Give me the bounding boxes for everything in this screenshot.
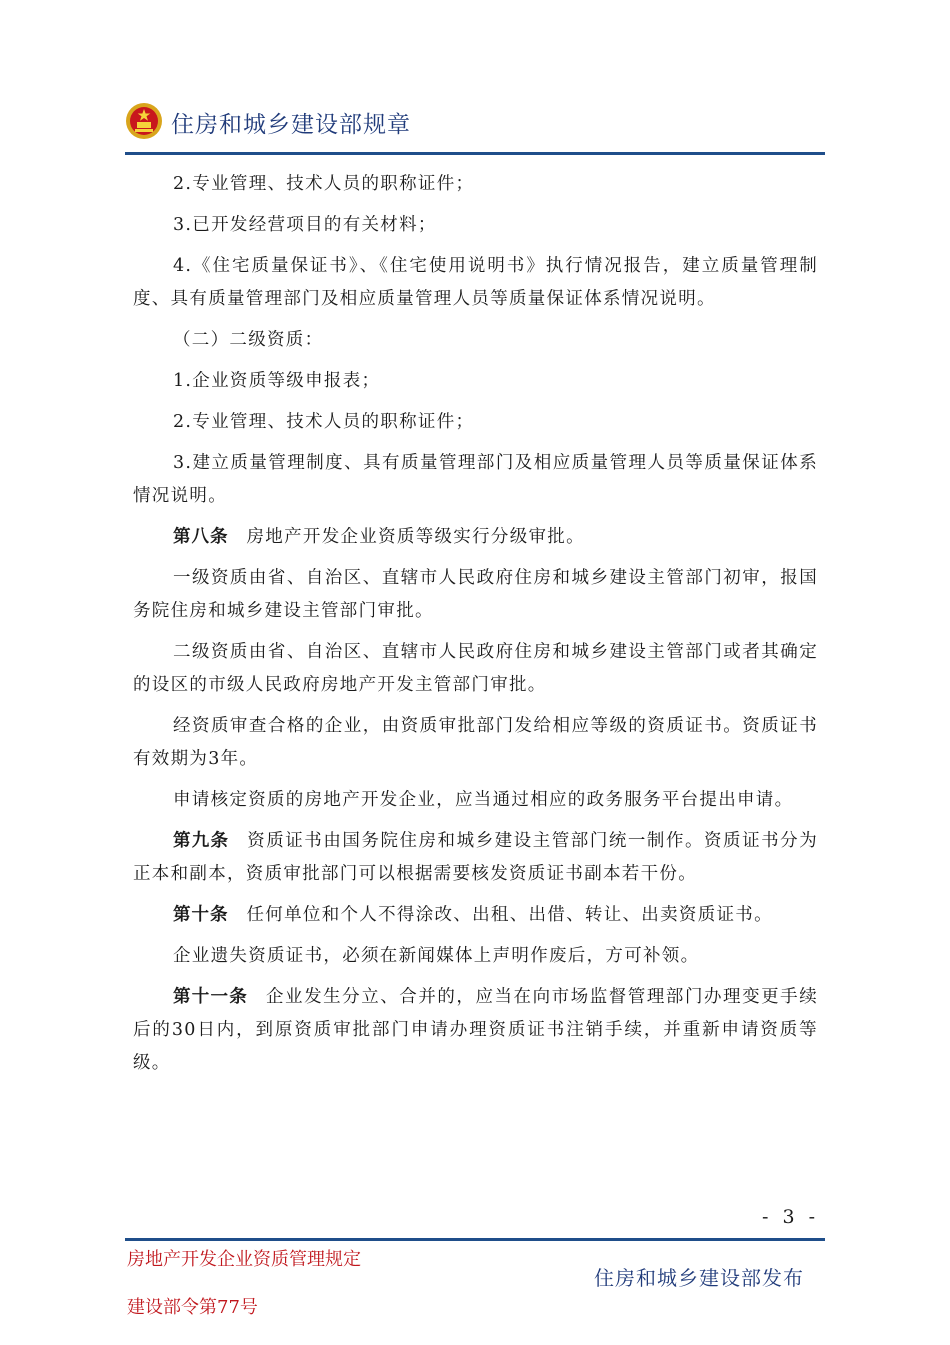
footer-divider [125,1238,825,1241]
body-paragraph [133,636,818,702]
national-emblem-icon [125,102,163,140]
paragraph-text: 经资质审查合格的企业，由资质审批部门发给相应等级的资质证书。资质证书有效期为3年。 [133,716,818,769]
paragraph-text: 1.企业资质等级申报表； [173,371,381,391]
article-number: 第十条 [173,905,229,925]
paragraph-text: 企业遗失资质证书，必须在新闻媒体上声明作废后，方可补领。 [173,946,700,966]
body-paragraph [133,209,818,242]
body-paragraph [133,710,818,776]
article-paragraph [133,521,818,554]
article-number: 第九条 [173,831,230,851]
body-paragraph [133,784,818,817]
header-divider [125,152,825,155]
paragraph-text: 资质证书由国务院住房和城乡建设主管部门统一制作。资质证书分为正本和副本，资质审批部门可以根据需要核发资质证书副本若干份。 [133,831,818,884]
article-paragraph [133,899,818,932]
header-title: 住房和城乡建设部规章 [171,112,411,138]
article-number: 第八条 [173,527,229,547]
paragraph-text: 企业发生分立、合并的，应当在向市场监督管理部门办理变更手续后的30日内，到原资质审批部门申请办理资质证书注销手续，并重新申请资质等级。 [133,987,819,1073]
body-paragraph [133,365,818,398]
paragraph-text: 3.建立质量管理制度、具有质量管理部门及相应质量管理人员等质量保证体系情况说明。 [133,453,818,506]
paragraph-text: 任何单位和个人不得涂改、出租、出借、转让、出卖资质证书。 [246,905,773,925]
footer-order-number: 建设部令第77号 [127,1297,258,1318]
paragraph-text: （二）二级资质： [173,330,324,350]
footer-document-title: 房地产开发企业资质管理规定 [127,1249,361,1270]
paragraph-text: 2.专业管理、技术人员的职称证件； [173,412,475,432]
body-paragraph [133,324,818,357]
body-paragraph [133,250,818,316]
footer-publisher: 住房和城乡建设部发布 [594,1266,804,1290]
body-paragraph [133,168,818,201]
body-paragraph [133,940,818,973]
article-paragraph [133,825,818,891]
body-paragraph [133,406,818,439]
paragraph-text: 申请核定资质的房地产开发企业，应当通过相应的政务服务平台提出申请。 [173,790,794,810]
page-number: - 3 - [762,1206,820,1228]
paragraph-text: 4.《住宅质量保证书》、《住宅使用说明书》执行情况报告，建立质量管理制度、具有质量管理部门及相应质量管理人员等质量保证体系情况说明。 [133,256,818,309]
article-paragraph [133,981,818,1080]
paragraph-text: 2.专业管理、技术人员的职称证件； [173,174,475,194]
paragraph-text: 二级资质由省、自治区、直辖市人民政府住房和城乡建设主管部门或者其确定的设区的市级人民政府房地产开发主管部门审批。 [133,642,818,695]
regulation-body [133,168,818,1088]
body-paragraph [133,562,818,628]
paragraph-text: 一级资质由省、自治区、直辖市人民政府住房和城乡建设主管部门初审，报国务院住房和城乡建设主管部门审批。 [133,568,818,621]
paragraph-text: 3.已开发经营项目的有关材料； [173,215,437,235]
page-header [125,100,825,158]
body-paragraph [133,447,818,513]
article-number: 第十一条 [173,987,248,1007]
paragraph-text: 房地产开发企业资质等级实行分级审批。 [246,527,585,547]
